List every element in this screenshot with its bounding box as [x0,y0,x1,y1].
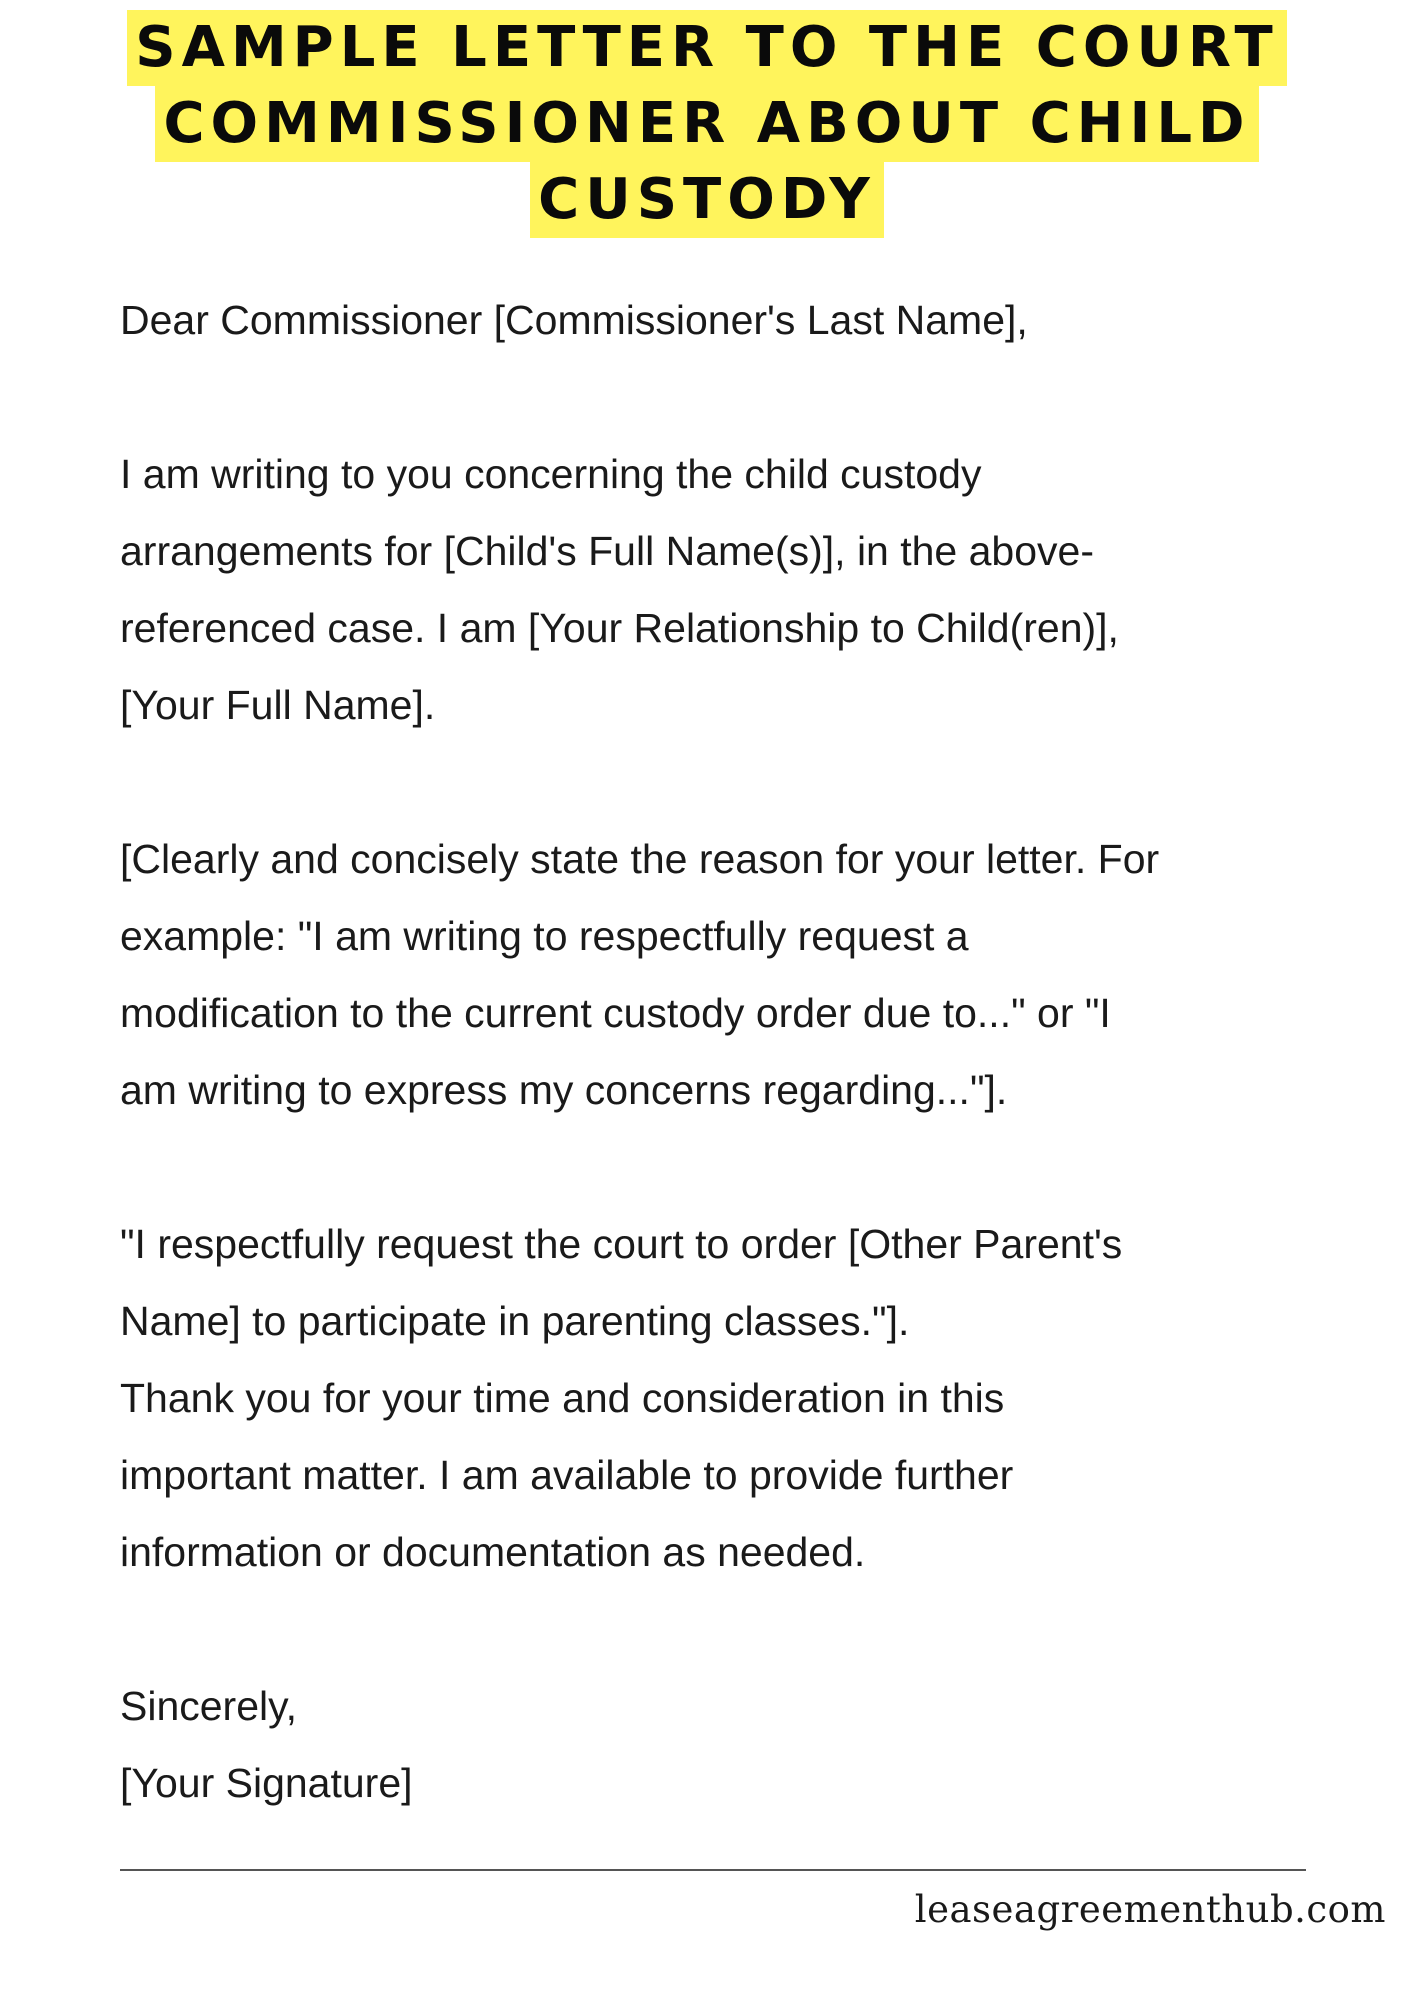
paragraph2-line: example: "I am writing to respectfully request a [120,913,969,959]
paragraph1-line: I am writing to you concerning the child custody [120,451,982,497]
footer-brand: leaseagreementhub.com [914,1888,1386,1931]
paragraph1-line: [Your Full Name]. [120,682,436,728]
paragraph1-line: arrangements for [Child's Full Name(s)], in the above- [120,528,1094,574]
paragraph3-line: information or documentation as needed. [120,1529,866,1575]
title-line-1: SAMPLE LETTER TO THE COURT [127,10,1286,86]
page-title [0,10,1414,238]
paragraph3-line: Thank you for your time and consideration in this [120,1375,1005,1421]
paragraph2-line: [Clearly and concisely state the reason for your letter. For [120,836,1160,882]
title-line-3: CUSTODY [530,162,884,238]
salutation: Dear Commissioner [Commissioner's Last Name], [120,297,1028,343]
footer-divider [120,1869,1306,1871]
signature-placeholder: [Your Signature] [120,1760,413,1806]
paragraph-gap [120,1129,1360,1206]
paragraph-gap [120,1591,1360,1668]
paragraph3-line: "I respectfully request the court to order [Other Parent's [120,1221,1123,1267]
paragraph-gap [120,744,1360,821]
paragraph2-line: am writing to express my concerns regarding..."]. [120,1067,1008,1113]
closing: Sincerely, [120,1683,297,1729]
paragraph1-line: referenced case. I am [Your Relationship to Child(ren)], [120,605,1119,651]
paragraph3-line: important matter. I am available to provide further [120,1452,1014,1498]
title-line-2: COMMISSIONER ABOUT CHILD [155,86,1258,162]
paragraph-gap [120,359,1360,436]
paragraph2-line: modification to the current custody order due to..." or "I [120,990,1111,1036]
letter-body [120,282,1360,1822]
paragraph3-line: Name] to participate in parenting classes."]. [120,1298,910,1344]
